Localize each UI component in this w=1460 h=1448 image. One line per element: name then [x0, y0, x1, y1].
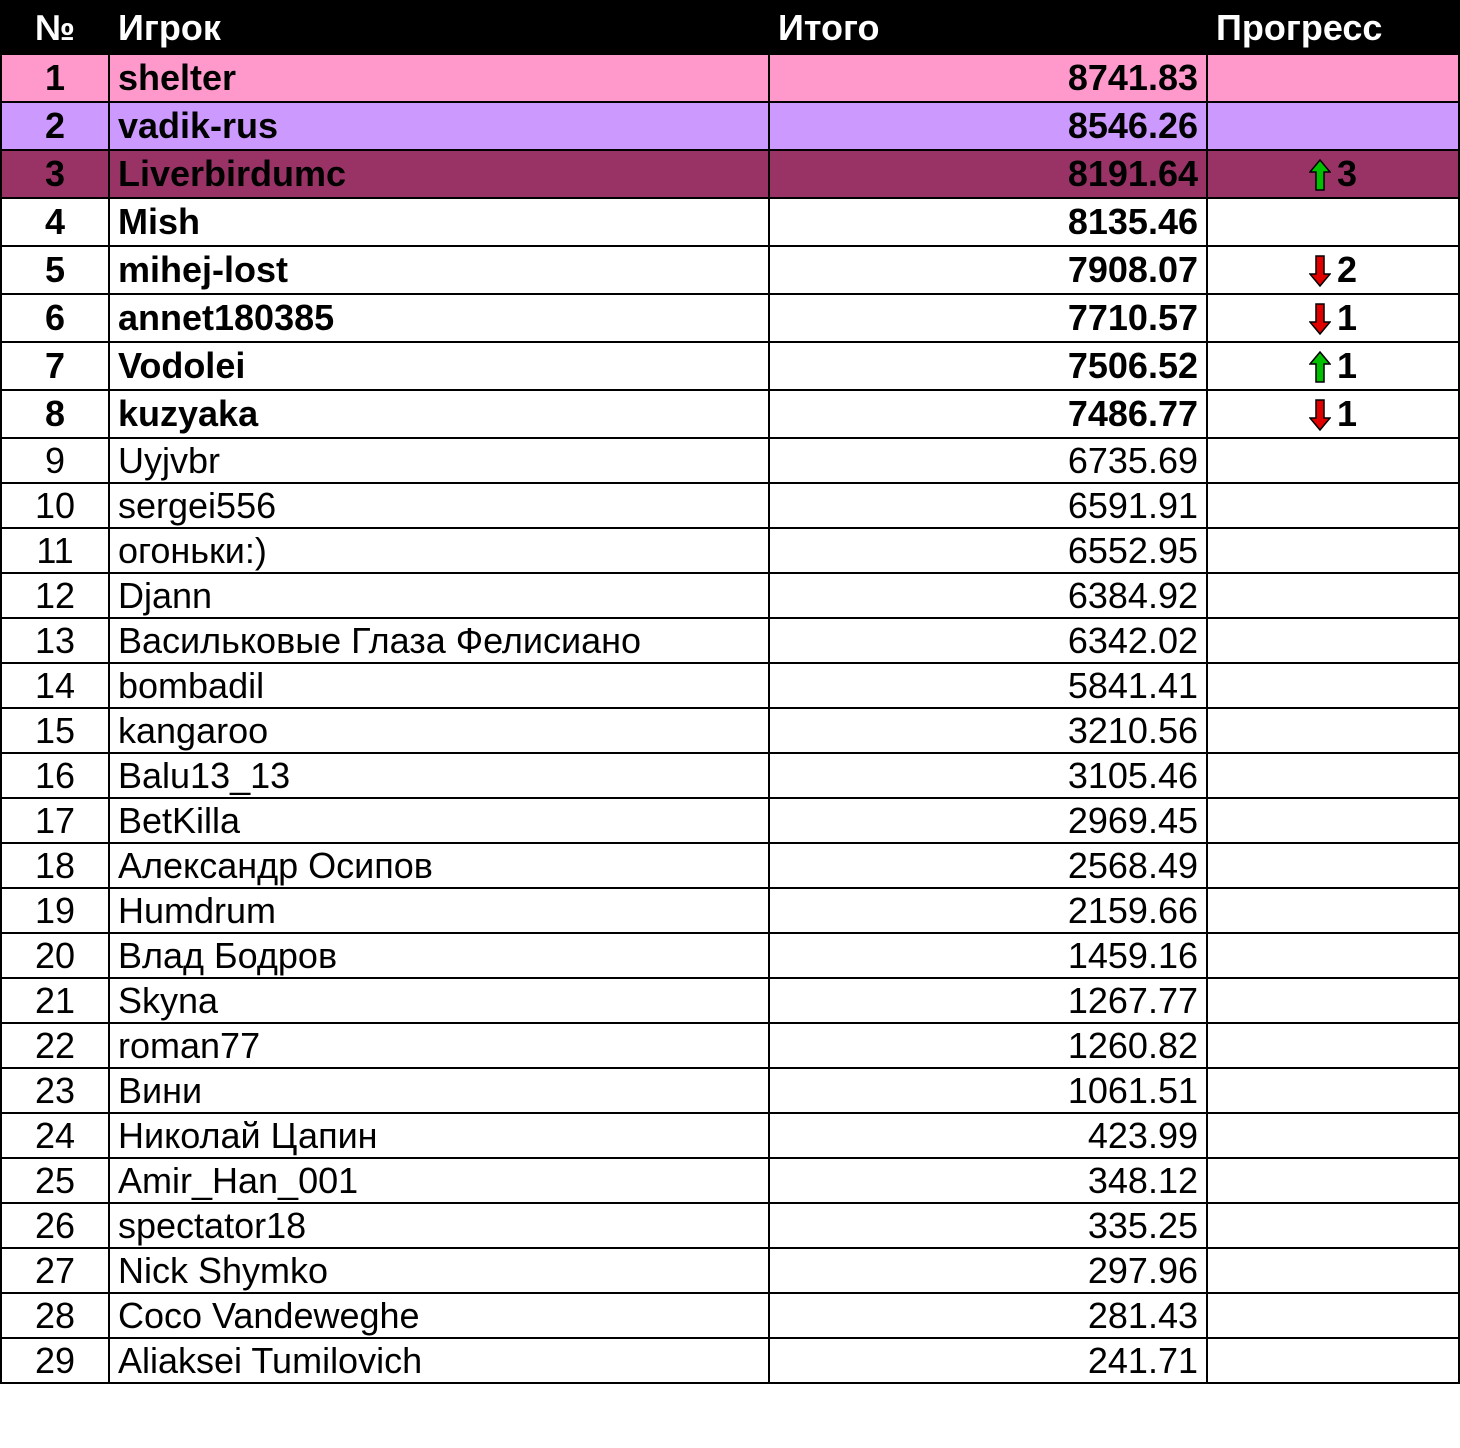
- rank-cell: 26: [1, 1203, 109, 1248]
- progress-change: 3: [1336, 153, 1358, 194]
- player-cell: Влад Бодров: [109, 933, 769, 978]
- progress-cell: [1207, 1023, 1459, 1068]
- table-row: [1, 390, 1459, 438]
- player-cell: Aliaksei Tumilovich: [109, 1338, 769, 1383]
- table-row: [1, 54, 1459, 102]
- player-cell: kangaroo: [109, 708, 769, 753]
- progress-cell: [1207, 1158, 1459, 1203]
- table-row: [1, 798, 1459, 843]
- progress-cell: [1207, 1338, 1459, 1383]
- progress-cell: [1207, 246, 1459, 294]
- progress-cell: [1207, 573, 1459, 618]
- player-cell: Vodolei: [109, 342, 769, 390]
- rank-cell: 9: [1, 438, 109, 483]
- progress-cell: [1207, 663, 1459, 708]
- rank-cell: 19: [1, 888, 109, 933]
- progress-change: 1: [1336, 345, 1358, 386]
- total-cell: 1061.51: [769, 1068, 1207, 1113]
- player-cell: Skyna: [109, 978, 769, 1023]
- player-cell: BetKilla: [109, 798, 769, 843]
- progress-cell: [1207, 888, 1459, 933]
- player-cell: Васильковые Глаза Фелисиано: [109, 618, 769, 663]
- rank-cell: 27: [1, 1248, 109, 1293]
- rank-cell: 2: [1, 102, 109, 150]
- player-cell: Djann: [109, 573, 769, 618]
- progress-cell: [1207, 528, 1459, 573]
- table-row: [1, 618, 1459, 663]
- table-row: [1, 1068, 1459, 1113]
- total-cell: 7486.77: [769, 390, 1207, 438]
- progress-cell: [1207, 1203, 1459, 1248]
- rank-cell: 22: [1, 1023, 109, 1068]
- rank-cell: 15: [1, 708, 109, 753]
- progress-cell: [1207, 933, 1459, 978]
- rank-cell: 11: [1, 528, 109, 573]
- table-row: [1, 342, 1459, 390]
- total-cell: 6384.92: [769, 573, 1207, 618]
- table-row: [1, 150, 1459, 198]
- player-cell: огоньки:): [109, 528, 769, 573]
- progress-cell: [1207, 150, 1459, 198]
- player-cell: Coco Vandeweghe: [109, 1293, 769, 1338]
- total-cell: 3105.46: [769, 753, 1207, 798]
- total-cell: 7908.07: [769, 246, 1207, 294]
- player-cell: annet180385: [109, 294, 769, 342]
- rank-cell: 29: [1, 1338, 109, 1383]
- table-row: [1, 1023, 1459, 1068]
- player-cell: Humdrum: [109, 888, 769, 933]
- player-cell: Вини: [109, 1068, 769, 1113]
- table-row: [1, 483, 1459, 528]
- progress-cell: [1207, 1113, 1459, 1158]
- rank-cell: 18: [1, 843, 109, 888]
- rank-cell: 1: [1, 54, 109, 102]
- progress-cell: [1207, 618, 1459, 663]
- arrow-down-icon: [1309, 303, 1331, 335]
- table-row: [1, 708, 1459, 753]
- total-cell: 3210.56: [769, 708, 1207, 753]
- rank-cell: 21: [1, 978, 109, 1023]
- table-row: [1, 102, 1459, 150]
- total-cell: 6342.02: [769, 618, 1207, 663]
- table-row: [1, 294, 1459, 342]
- rank-cell: 25: [1, 1158, 109, 1203]
- total-cell: 241.71: [769, 1338, 1207, 1383]
- header-rank: №: [1, 1, 109, 54]
- rank-cell: 7: [1, 342, 109, 390]
- rank-cell: 4: [1, 198, 109, 246]
- table-row: [1, 1338, 1459, 1383]
- table-row: [1, 933, 1459, 978]
- total-cell: 6735.69: [769, 438, 1207, 483]
- header-progress: Прогресс: [1207, 1, 1459, 54]
- table-row: [1, 663, 1459, 708]
- player-cell: sergei556: [109, 483, 769, 528]
- arrow-down-icon: [1309, 255, 1331, 287]
- progress-cell: [1207, 483, 1459, 528]
- rank-cell: 17: [1, 798, 109, 843]
- progress-change: 1: [1336, 393, 1358, 434]
- total-cell: 1260.82: [769, 1023, 1207, 1068]
- total-cell: 6591.91: [769, 483, 1207, 528]
- progress-cell: [1207, 1248, 1459, 1293]
- total-cell: 7710.57: [769, 294, 1207, 342]
- total-cell: 281.43: [769, 1293, 1207, 1338]
- table-row: [1, 438, 1459, 483]
- progress-change: 2: [1336, 249, 1358, 290]
- player-cell: kuzyaka: [109, 390, 769, 438]
- player-cell: Mish: [109, 198, 769, 246]
- rank-cell: 5: [1, 246, 109, 294]
- total-cell: 297.96: [769, 1248, 1207, 1293]
- table-row: [1, 978, 1459, 1023]
- arrow-down-icon: [1309, 399, 1331, 431]
- table-body: [1, 54, 1459, 1383]
- total-cell: 1459.16: [769, 933, 1207, 978]
- table-row: [1, 1113, 1459, 1158]
- player-cell: shelter: [109, 54, 769, 102]
- rank-cell: 14: [1, 663, 109, 708]
- player-cell: Uyjvbr: [109, 438, 769, 483]
- total-cell: 7506.52: [769, 342, 1207, 390]
- rank-cell: 8: [1, 390, 109, 438]
- table-row: [1, 528, 1459, 573]
- table-row: [1, 843, 1459, 888]
- progress-cell: [1207, 1068, 1459, 1113]
- progress-change: 1: [1336, 297, 1358, 338]
- player-cell: Александр Осипов: [109, 843, 769, 888]
- player-cell: bombadil: [109, 663, 769, 708]
- table-header: [1, 1, 1459, 54]
- progress-cell: [1207, 342, 1459, 390]
- header-total: Итого: [769, 1, 1207, 54]
- progress-cell: [1207, 438, 1459, 483]
- rank-cell: 12: [1, 573, 109, 618]
- player-cell: vadik-rus: [109, 102, 769, 150]
- player-cell: spectator18: [109, 1203, 769, 1248]
- table-row: [1, 573, 1459, 618]
- table-row: [1, 198, 1459, 246]
- total-cell: 5841.41: [769, 663, 1207, 708]
- total-cell: 8135.46: [769, 198, 1207, 246]
- table-row: [1, 753, 1459, 798]
- progress-cell: [1207, 708, 1459, 753]
- header-row: [1, 1, 1459, 54]
- total-cell: 423.99: [769, 1113, 1207, 1158]
- table-row: [1, 888, 1459, 933]
- rank-cell: 23: [1, 1068, 109, 1113]
- rank-cell: 10: [1, 483, 109, 528]
- table-row: [1, 1158, 1459, 1203]
- total-cell: 2159.66: [769, 888, 1207, 933]
- rank-cell: 3: [1, 150, 109, 198]
- table-row: [1, 246, 1459, 294]
- rank-cell: 13: [1, 618, 109, 663]
- header-player: Игрок: [109, 1, 769, 54]
- progress-cell: [1207, 753, 1459, 798]
- total-cell: 6552.95: [769, 528, 1207, 573]
- total-cell: 335.25: [769, 1203, 1207, 1248]
- total-cell: 8741.83: [769, 54, 1207, 102]
- total-cell: 1267.77: [769, 978, 1207, 1023]
- player-cell: Nick Shymko: [109, 1248, 769, 1293]
- progress-cell: [1207, 102, 1459, 150]
- progress-cell: [1207, 294, 1459, 342]
- progress-cell: [1207, 978, 1459, 1023]
- rank-cell: 28: [1, 1293, 109, 1338]
- table-row: [1, 1248, 1459, 1293]
- progress-cell: [1207, 198, 1459, 246]
- progress-cell: [1207, 54, 1459, 102]
- progress-cell: [1207, 390, 1459, 438]
- player-cell: Amir_Han_001: [109, 1158, 769, 1203]
- total-cell: 8191.64: [769, 150, 1207, 198]
- total-cell: 8546.26: [769, 102, 1207, 150]
- player-cell: roman77: [109, 1023, 769, 1068]
- arrow-up-icon: [1309, 159, 1331, 191]
- total-cell: 348.12: [769, 1158, 1207, 1203]
- arrow-up-icon: [1309, 351, 1331, 383]
- rank-cell: 24: [1, 1113, 109, 1158]
- table-row: [1, 1203, 1459, 1248]
- player-cell: Balu13_13: [109, 753, 769, 798]
- rank-cell: 6: [1, 294, 109, 342]
- progress-cell: [1207, 843, 1459, 888]
- total-cell: 2969.45: [769, 798, 1207, 843]
- total-cell: 2568.49: [769, 843, 1207, 888]
- player-cell: mihej-lost: [109, 246, 769, 294]
- progress-cell: [1207, 798, 1459, 843]
- rank-cell: 16: [1, 753, 109, 798]
- player-cell: Liverbirdumc: [109, 150, 769, 198]
- table-row: [1, 1293, 1459, 1338]
- rank-cell: 20: [1, 933, 109, 978]
- progress-cell: [1207, 1293, 1459, 1338]
- player-cell: Николай Цапин: [109, 1113, 769, 1158]
